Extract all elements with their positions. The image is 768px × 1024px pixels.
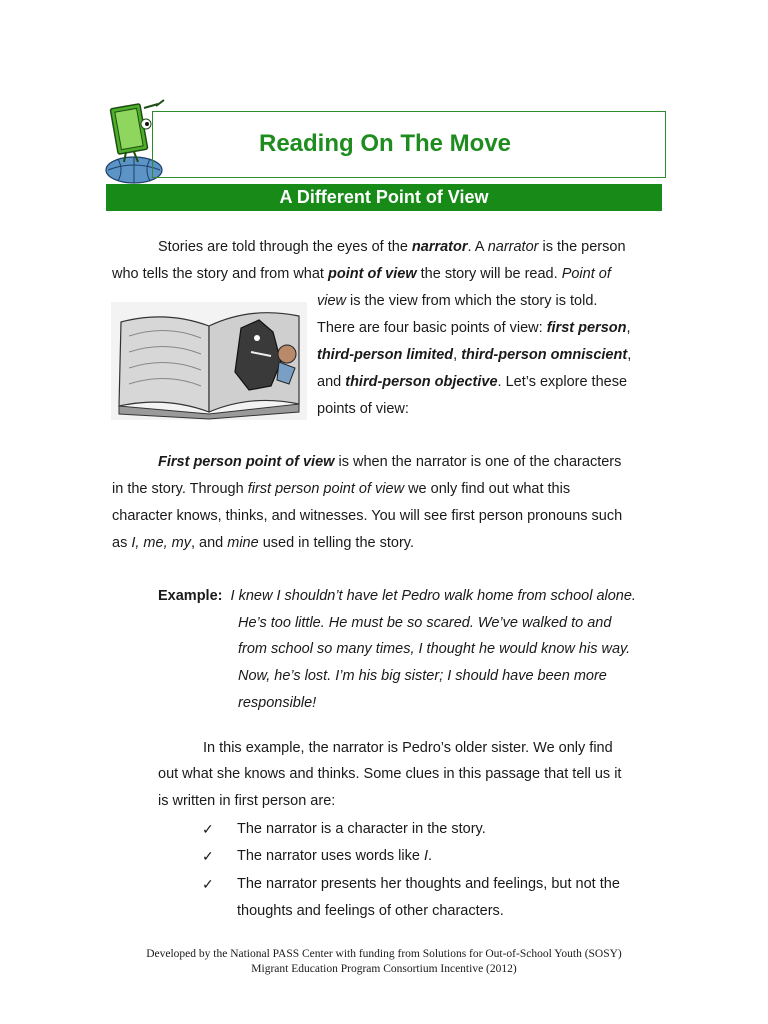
first-person-line-3: character knows, thinks, and witnesses. You will see first person pronouns such (112, 508, 623, 524)
checkmark-icon: ✓ (202, 876, 214, 892)
first-person-line-1: First person point of view is when the narrator is one of the characters (158, 454, 622, 470)
first-person-line-4: as I, me, my, and mine used in telling the story. (112, 535, 414, 551)
example-line-4: Now, he’s lost. I’m his big sister; I should have been more (238, 668, 607, 684)
clue-3-line-1: The narrator presents her thoughts and feelings, but not the (237, 876, 620, 892)
clue-3-line-2: thoughts and feelings of other characters. (237, 903, 504, 919)
footer-line-2: Migrant Education Program Consortium Incentive (2012) (251, 963, 517, 975)
intro-line-5: third-person limited, third-person omniscient, (317, 347, 632, 363)
clue-2: The narrator uses words like I. (237, 848, 433, 864)
checkmark-icon: ✓ (202, 821, 214, 837)
analysis-line-1: In this example, the narrator is Pedro’s older sister. We only find (203, 740, 613, 756)
intro-line-2: who tells the story and from what point of view the story will be read. Point of (112, 266, 611, 282)
footer-line-1: Developed by the National PASS Center with funding from Solutions for Out-of-School Youth (SOSY) (146, 948, 622, 960)
intro-line-3: view is the view from which the story is told. (317, 293, 598, 309)
page-title: Reading On The Move (258, 130, 512, 157)
clue-1: The narrator is a character in the story. (237, 821, 486, 837)
first-person-line-2: in the story. Through first person point of view we only find out what this (112, 481, 571, 497)
intro-line-1: Stories are told through the eyes of the narrator. A narrator is the person (158, 239, 626, 255)
intro-line-4: There are four basic points of view: first person, (317, 320, 631, 336)
checkmark-icon: ✓ (202, 848, 214, 864)
analysis-line-2: out what she knows and thinks. Some clues in this passage that tell us it (158, 766, 622, 782)
example-line-2: He’s too little. He must be so scared. We’ve walked to and (238, 615, 612, 631)
open-book-illustration (111, 302, 307, 420)
example-line-3: from school so many times, I thought he would know his way. (238, 641, 631, 657)
intro-line-6: and third-person objective. Let’s explore these (317, 374, 628, 390)
example-line-5: responsible! (238, 695, 317, 711)
intro-line-7: points of view: (317, 401, 409, 417)
example-label: Example: (158, 588, 223, 604)
page-subtitle: A Different Point of View (106, 184, 662, 211)
analysis-line-3: is written in first person are: (158, 793, 336, 809)
example-line-1: Example: I knew I shouldn’t have let Pedro walk home from school alone. (158, 588, 636, 604)
